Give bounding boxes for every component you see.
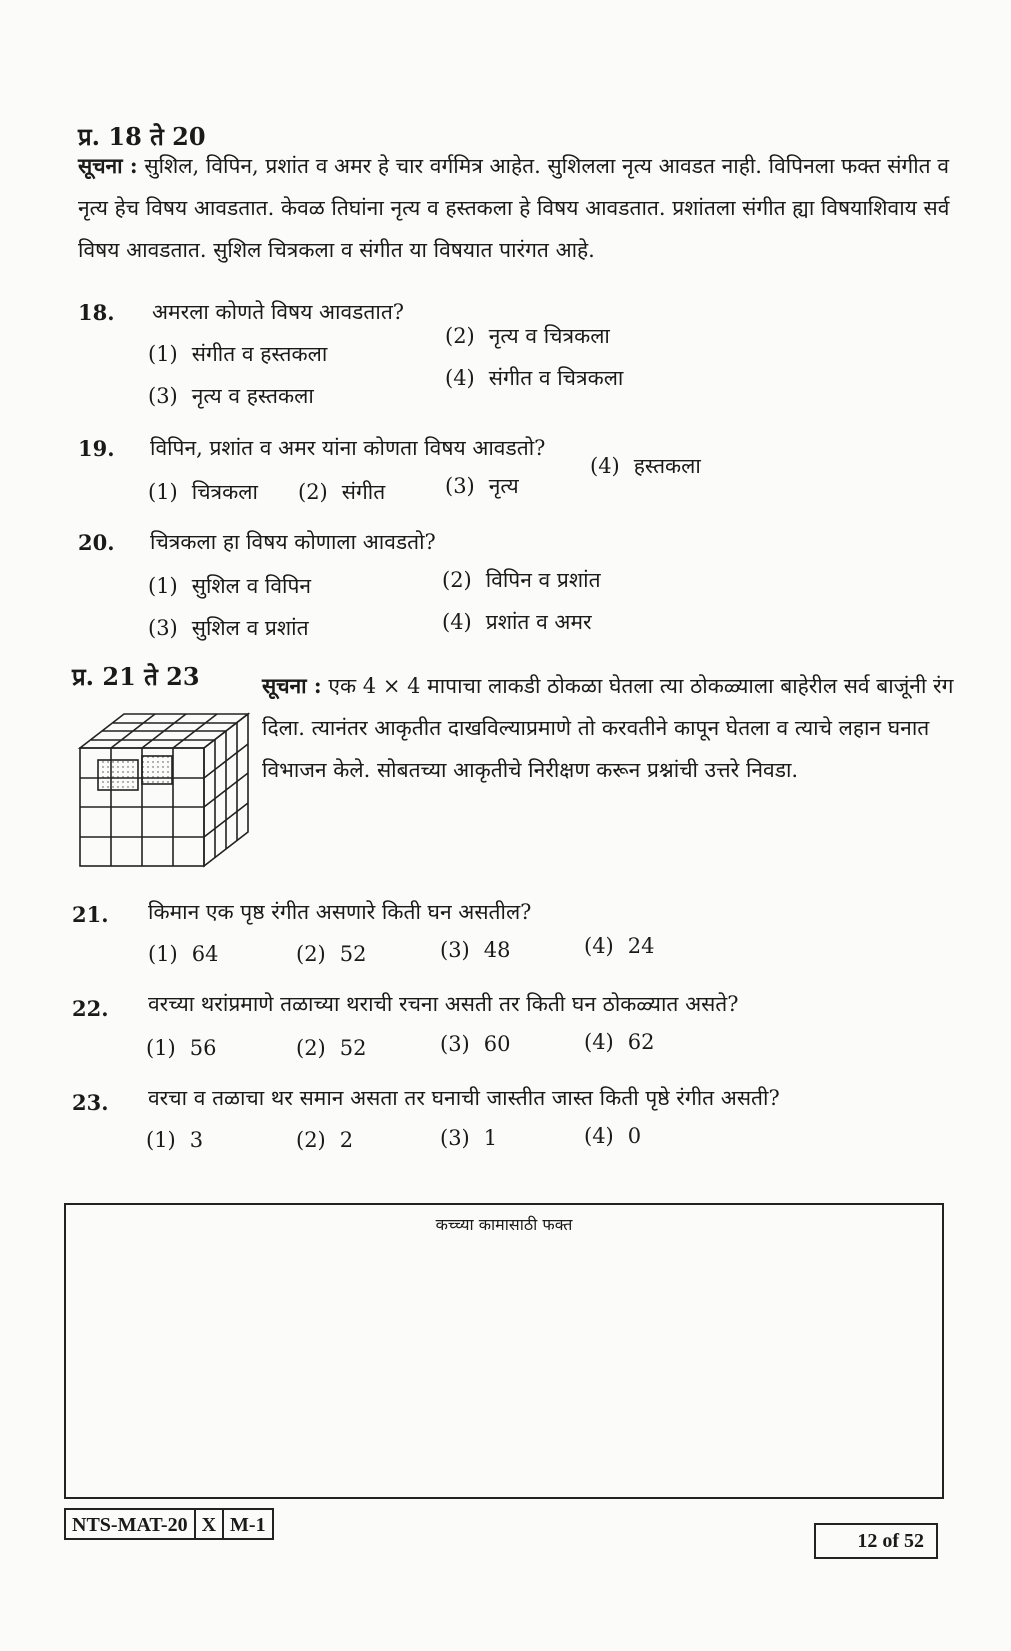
option-18-1[interactable]: (1) संगीत व हस्तकला [148,342,328,366]
option-19-3[interactable]: (3) नृत्य [445,474,519,498]
option-18-3[interactable]: (3) नृत्य व हस्तकला [148,384,314,408]
question-text-22: वरच्या थरांप्रमाणे तळाच्या थराची रचना असती तर किती घन ठोकळ्यात असते? [148,992,739,1016]
note-label: सूचना : [78,153,138,178]
option-20-3[interactable]: (3) सुशिल व प्रशांत [148,616,309,640]
cube-figure [76,700,256,868]
note-line-1: सुशिल, विपिन, प्रशांत व अमर हे चार वर्गमित्र आहेत. सुशिलला नृत्य आवडत नाही. विपिनला फक्त संगीत व [144,154,949,178]
option-20-2[interactable]: (2) विपिन व प्रशांत [442,568,601,592]
instruction-line [78,152,978,180]
option-22-2[interactable]: (2) 52 [296,1036,367,1060]
note-line-3: विभाजन केले. सोबतच्या आकृतीचे निरीक्षण करून प्रश्नांची उत्तरे निवडा. [262,758,799,782]
section-heading-21-23: प्र. 21 ते 23 [72,662,200,691]
instruction-line [262,672,982,700]
section-heading-18-20: प्र. 18 ते 20 [78,122,206,151]
page-number: 12 of 52 [814,1523,938,1559]
question-number: 19. [78,436,115,461]
question-text-23: वरचा व तळाचा थर समान असता तर घनाची जास्तीत जास्त किती पृष्ठे रंगीत असती? [148,1086,780,1110]
option-21-2[interactable]: (2) 52 [296,942,367,966]
option-18-4[interactable]: (4) संगीत व चित्रकला [445,366,624,390]
paper-code-class: X [196,1510,224,1538]
note-line-1: एक 4 × 4 मापाचा लाकडी ठोकळा घेतला त्या ठोकळ्याला बाहेरील सर्व बाजूंनी रंग [328,674,954,698]
rough-work-box[interactable] [64,1203,944,1499]
note-line-2: दिला. त्यानंतर आकृतीत दाखविल्याप्रमाणे तो करवतीने कापून घेतला व त्याचे लहान घनात [262,716,930,740]
paper-code-main: NTS-MAT-20 [66,1510,196,1538]
option-20-4[interactable]: (4) प्रशांत व अमर [442,610,592,634]
question-text-19: विपिन, प्रशांत व अमर यांना कोणता विषय आवडतो? [150,436,546,460]
option-18-2[interactable]: (2) नृत्य व चित्रकला [445,324,610,348]
option-20-1[interactable]: (1) सुशिल व विपिन [148,574,312,598]
option-21-4[interactable]: (4) 24 [584,934,655,958]
option-23-4[interactable]: (4) 0 [584,1124,642,1148]
option-19-1[interactable]: (1) चित्रकला [148,480,258,504]
note-line-3: विषय आवडतात. सुशिल चित्रकला व संगीत या विषयात पारंगत आहे. [78,238,595,262]
question-number: 18. [78,300,115,325]
paper-code-medium: M-1 [230,1514,266,1536]
option-21-3[interactable]: (3) 48 [440,938,511,962]
question-number: 21. [72,902,109,927]
instructions-18-20 [78,152,978,264]
question-number: 23. [72,1090,109,1115]
option-23-1[interactable]: (1) 3 [146,1128,204,1152]
question-number: 20. [78,530,115,555]
option-22-1[interactable]: (1) 56 [146,1036,217,1060]
rough-work-label: कच्च्या कामासाठी फक्त [435,1215,573,1234]
option-22-4[interactable]: (4) 62 [584,1030,655,1054]
option-23-2[interactable]: (2) 2 [296,1128,354,1152]
option-19-4[interactable]: (4) हस्तकला [590,454,701,478]
option-19-2[interactable]: (2) संगीत [298,480,386,504]
instructions-21-23 [262,672,982,784]
note-line-2: नृत्य हेच विषय आवडतात. केवळ तिघांना नृत्य व हस्तकला हे विषय आवडतात. प्रशांतला संगीत ह्या विषयाशिवाय सर्व [78,196,950,220]
question-number: 22. [72,996,109,1021]
option-23-3[interactable]: (3) 1 [440,1126,498,1150]
note-label: सूचना : [262,673,322,698]
question-text-18: अमरला कोणते विषय आवडतात? [152,300,405,324]
question-text-21: किमान एक पृष्ठ रंगीत असणारे किती घन असतील? [148,900,532,924]
option-21-1[interactable]: (1) 64 [148,942,219,966]
paper-code [64,1508,274,1540]
option-22-3[interactable]: (3) 60 [440,1032,511,1056]
question-text-20: चित्रकला हा विषय कोणाला आवडतो? [150,530,436,554]
